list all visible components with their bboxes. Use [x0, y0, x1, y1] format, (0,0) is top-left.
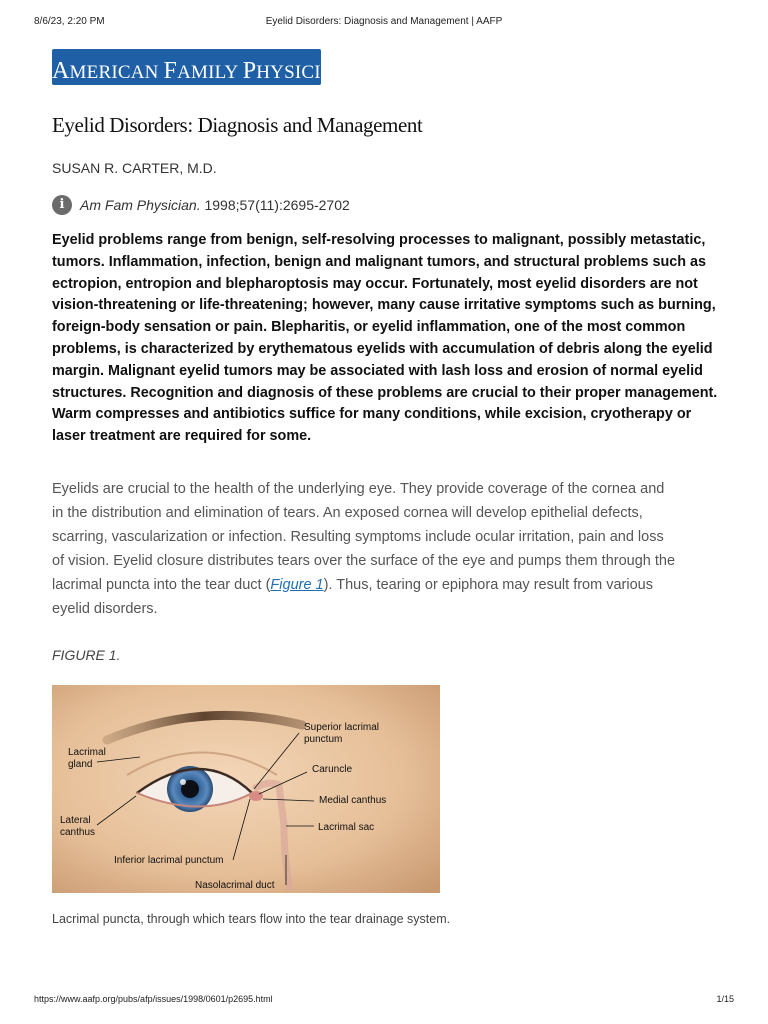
eye-highlight	[180, 779, 186, 785]
eye-illustration-svg	[52, 685, 440, 893]
article-citation	[52, 195, 350, 215]
label-superior-punctum-1: Superior lacrimal	[304, 722, 380, 733]
logo-rest-family: AMILY	[177, 62, 243, 83]
article-body	[52, 477, 692, 622]
body-line5-after: ). Thus, tearing or epiphora may result from various	[323, 577, 653, 593]
article-abstract: Eyelid problems range from benign, self-resolving processes to malignant, possibly metastatic, tumors. Inflammation, infection, benign and malignant tumors, and structural problems such as ectropion, entropion and blepharoptosis may occur. Fortunately, most eyelid disorders are not vision-threatening or life-threatening; however, many cause irritative symptoms such as burning, foreign-body sensation or pain. Blepharitis, or eyelid inflammation, one of the most common problems, is characterized by erythematous eyelids with accumulation of debris along the eyelid margin. Malignant eyelid tumors may be associated with lash loss and erosion of normal eyelid structures. Recognition and diagnosis of these problems are crucial to their proper management. Warm compresses and antibiotics suffice for many conditions, while excision, cryotherapy or laser treatment are required for some.	[52, 232, 718, 445]
label-lacrimal-gland-1: Lacrimal	[68, 747, 106, 758]
print-doc-title: Eyelid Disorders: Diagnosis and Management | AAFP	[265, 16, 503, 27]
label-lacrimal-sac: Lacrimal sac	[318, 822, 375, 833]
print-header	[34, 16, 734, 30]
citation-journal: Am Fam Physician.	[80, 197, 201, 213]
body-line: of vision. Eyelid closure distributes tears over the surface of the eye and pumps them through the	[52, 553, 676, 569]
print-footer	[34, 994, 734, 1008]
caruncle-shape	[249, 791, 263, 801]
print-page-number: 1/15	[716, 994, 734, 1004]
logo-cap-p: P	[242, 58, 257, 84]
label-superior-punctum-2: punctum	[304, 734, 343, 745]
label-caruncle: Caruncle	[312, 764, 353, 775]
print-url[interactable]: https://www.aafp.org/pubs/afp/issues/1998/0601/p2695.html	[34, 994, 273, 1004]
body-line5-before: lacrimal puncta into the tear duct (	[52, 577, 271, 593]
label-lateral-canthus-1: Lateral	[60, 815, 91, 826]
body-line: in the distribution and elimination of tears. An exposed cornea will develop epithelial defects,	[52, 505, 643, 521]
citation-ref: 1998;57(11):2695-2702	[200, 197, 350, 213]
label-lateral-canthus-2: canthus	[60, 827, 96, 838]
label-lacrimal-gland-2: gland	[68, 759, 93, 770]
journal-logo[interactable]	[52, 49, 355, 85]
logo-cap-a: A	[52, 58, 70, 84]
article-title: Eyelid Disorders: Diagnosis and Management	[52, 113, 423, 137]
body-line: Eyelids are crucial to the health of the underlying eye. They provide coverage of the cornea and	[52, 481, 665, 497]
body-line: scarring, vascularization or infection. Resulting symptoms include ocular irritation, pain and loss	[52, 529, 664, 545]
label-inferior-punctum: Inferior lacrimal punctum	[114, 855, 224, 866]
figure-caption: Lacrimal puncta, through which tears flow into the tear drainage system.	[52, 912, 451, 926]
figure-label: FIGURE 1.	[52, 647, 121, 663]
logo-cap-f: F	[163, 58, 178, 84]
body-line: eyelid disorders.	[52, 601, 158, 617]
logo-rest-physician: HYSICIAN	[256, 62, 349, 83]
info-icon[interactable]: i	[52, 195, 72, 215]
figure-1-link[interactable]: Figure 1	[270, 577, 324, 593]
figure-eye-illustration	[52, 685, 440, 893]
logo-registered-mark: ®	[348, 63, 355, 71]
logo-rest-american: MERICAN	[69, 62, 164, 83]
label-nasolacrimal-duct: Nasolacrimal duct	[195, 880, 275, 891]
article-author: SUSAN R. CARTER, M.D.	[52, 160, 217, 176]
label-medial-canthus: Medial canthus	[319, 795, 387, 806]
body-line	[52, 573, 692, 597]
print-date: 8/6/23, 2:20 PM	[34, 16, 105, 27]
